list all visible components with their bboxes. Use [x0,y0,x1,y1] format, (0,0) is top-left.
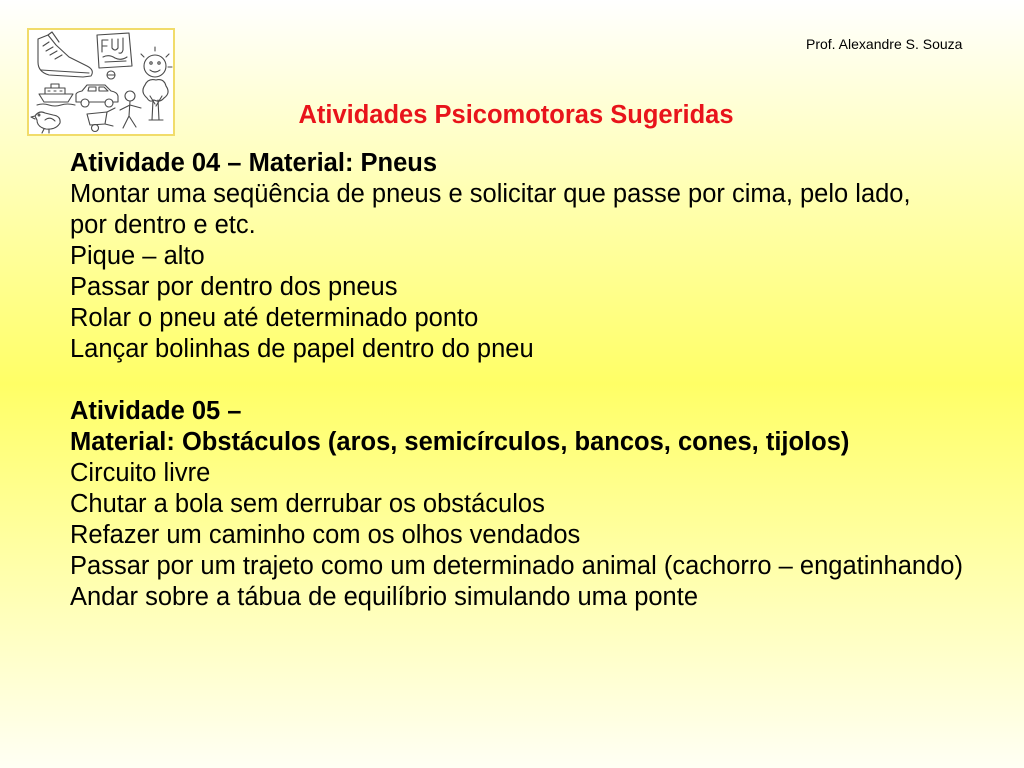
author-name: Prof. Alexandre S. Souza [806,36,963,52]
activity-material-heading: Material: Obstáculos (aros, semicírculos, bancos, cones, tijolos) [70,428,850,456]
ball-icon [107,71,115,79]
activity-04 [70,148,1010,365]
activity-line: Lançar bolinhas de papel dentro do pneu [70,335,534,363]
blank-line-spacer [70,365,1010,396]
activity-line: Andar sobre a tábua de equilíbrio simulando uma ponte [70,583,698,611]
activity-05 [70,396,1010,613]
activity-line: por dentro e etc. [70,211,256,239]
slide-title: Atividades Psicomotoras Sugeridas [298,101,734,129]
activity-line: Chutar a bola sem derrubar os obstáculos [70,490,545,518]
activity-line: Pique – alto [70,242,205,270]
activity-line: Montar uma seqüência de pneus e solicitar que passe por cima, pelo lado, [70,180,911,208]
activity-line: Passar por um trajeto como um determinado animal (cachorro – engatinhando) [70,552,963,580]
sun-face-icon [141,47,172,77]
activity-heading: Atividade 05 – [70,397,242,425]
slide-body [70,148,1010,613]
drawing-board-icon [97,33,132,68]
activity-line: Refazer um caminho com os olhos vendados [70,521,581,549]
activity-line: Passar por dentro dos pneus [70,273,398,301]
activity-heading: Atividade 04 – Material: Pneus [70,149,438,177]
boot-icon [38,32,92,77]
activity-line: Circuito livre [70,459,211,487]
activity-line: Rolar o pneu até determinado ponto [70,304,479,332]
